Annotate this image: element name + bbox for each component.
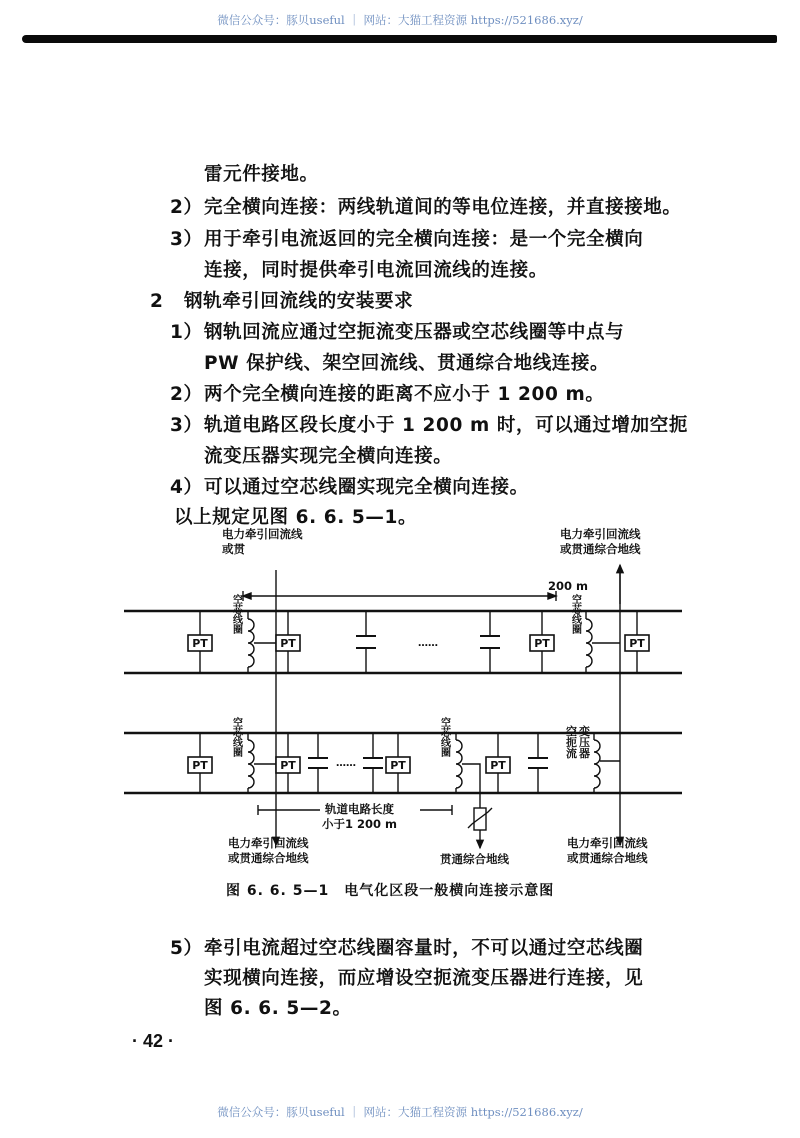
ellipsis: ……	[418, 638, 438, 649]
label-200m: 200 m	[548, 579, 588, 593]
pt-label: PT	[280, 759, 296, 772]
pt-label: PT	[280, 637, 296, 650]
choke-transformer-label: 变压器	[577, 725, 591, 759]
text-line-5: 1）钢轨回流应通过空扼流变压器或空芯线圈等中点与	[170, 322, 625, 343]
pt-label: PT	[390, 759, 406, 772]
choke-transformer-label: 空扼流	[564, 725, 578, 759]
label-track-length: 轨道电路长度 小于1 200 m	[322, 802, 397, 831]
ellipsis: ……	[336, 758, 356, 769]
text-line-8: 3）轨道电路区段长度小于 1 200 m 时，可以通过增加空扼	[170, 415, 688, 436]
air-core-coil-label: 空芯线圈	[438, 717, 450, 757]
text-line-12: 5）牵引电流超过空芯线圈容量时，不可以通过空芯线圈	[170, 938, 644, 959]
text-line-9: 流变压器实现完全横向连接。	[204, 446, 453, 467]
pt-label: PT	[192, 759, 208, 772]
watermark-top: 微信公众号：豚贝useful ｜ 网站：大猫工程资源 https://521686.xyz/	[217, 13, 583, 27]
label-top-left: 电力牵引回流线 或贯	[222, 527, 303, 556]
label-top-right: 电力牵引回流线 或贯通综合地线	[560, 527, 641, 556]
text-line-0: 雷元件接地。	[204, 164, 319, 185]
text-line-14: 图 6. 6. 5—2。	[204, 998, 352, 1019]
page-number: · 42 ·	[132, 1031, 175, 1051]
pt-label: PT	[192, 637, 208, 650]
text-line-6: PW 保护线、架空回流线、贯通综合地线连接。	[204, 353, 610, 374]
text-line-2: 3）用于牵引电流返回的完全横向连接：是一个完全横向	[170, 229, 644, 250]
air-core-coil-label: 空芯线圈	[230, 594, 242, 634]
text-line-13: 实现横向连接，而应增设空扼流变压器进行连接，见	[204, 968, 644, 989]
text-line-1: 2）完全横向连接：两线轨道间的等电位连接，并直接接地。	[170, 197, 682, 218]
pt-label: PT	[629, 637, 645, 650]
pt-label: PT	[534, 637, 550, 650]
watermark-bottom: 微信公众号：豚贝useful ｜ 网站：大猫工程资源 https://521686.xyz/	[217, 1105, 583, 1119]
label-bottom-mid: 贯通综合地线	[440, 852, 509, 866]
figure-caption: 图 6. 6. 5—1 电气化区段一般横向连接示意图	[226, 883, 555, 899]
label-bottom-right: 电力牵引回流线 或贯通综合地线	[567, 836, 648, 865]
text-line-11: 以上规定见图 6. 6. 5—1。	[174, 507, 418, 528]
label-bottom-left: 电力牵引回流线 或贯通综合地线	[228, 836, 309, 865]
text-line-7: 2）两个完全横向连接的距离不应小于 1 200 m。	[170, 384, 605, 405]
text-line-10: 4）可以通过空芯线圈实现完全横向连接。	[170, 477, 529, 498]
section-heading-2: 2 钢轨牵引回流线的安装要求	[150, 291, 414, 312]
pt-label: PT	[490, 759, 506, 772]
air-core-coil-label: 空芯线圈	[569, 594, 581, 634]
text-line-3: 连接，同时提供牵引电流回流线的连接。	[204, 260, 548, 281]
air-core-coil-label: 空芯线圈	[230, 717, 242, 757]
